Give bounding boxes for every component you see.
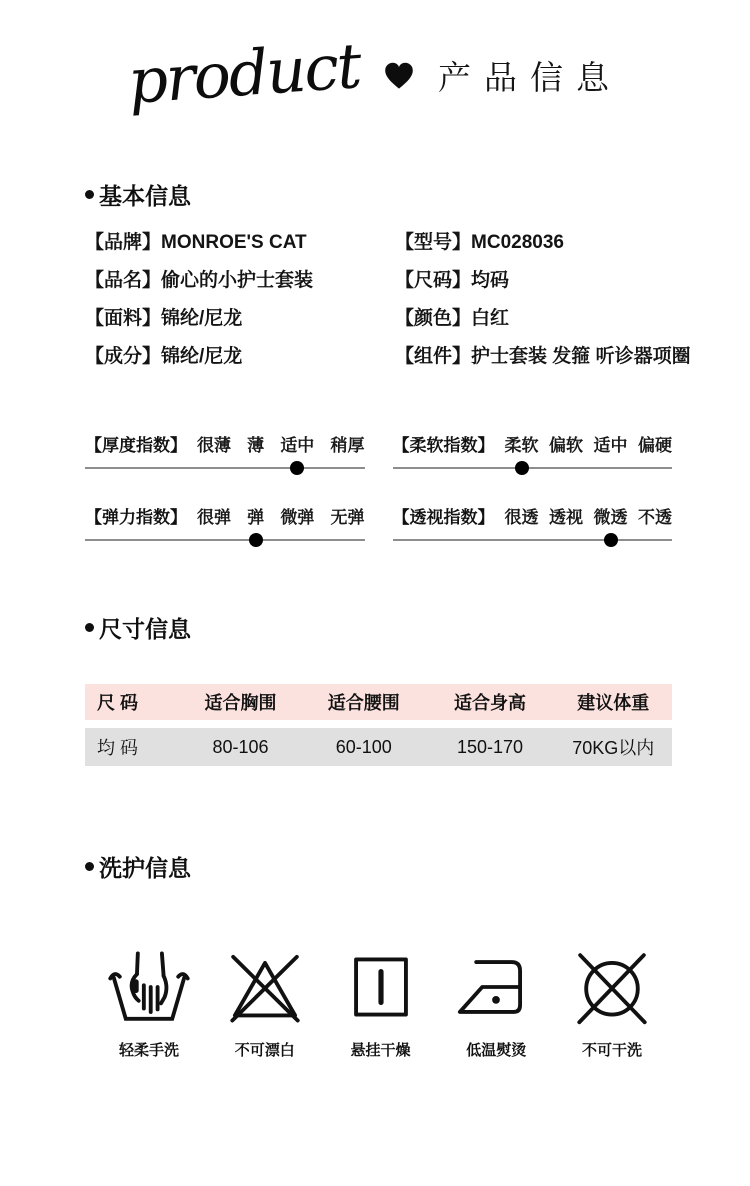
slider-label: 【弹力指数】 — [85, 508, 187, 527]
section-title-text: 洗护信息 — [99, 855, 191, 881]
slider-option: 很透 — [504, 508, 539, 527]
info-value: 锦纶/尼龙 — [161, 308, 243, 329]
size-table — [85, 684, 672, 766]
info-item-fabric — [85, 307, 395, 331]
size-table-cell: 70KG以内 — [572, 738, 655, 758]
size-table-cell: 150-170 — [456, 736, 524, 757]
slider-option: 微弹 — [280, 508, 315, 527]
section-title-basic-info — [85, 178, 672, 211]
info-item-color — [395, 307, 691, 331]
heart-icon — [384, 62, 414, 90]
info-value: 白红 — [471, 308, 510, 329]
slider-option: 适中 — [593, 436, 628, 455]
no-bleach-icon — [222, 947, 308, 1027]
care-label: 低温熨烫 — [466, 1042, 527, 1059]
info-label: 【成分】 — [85, 346, 162, 367]
section-title-text: 基本信息 — [99, 183, 191, 209]
info-item-brand — [85, 231, 395, 255]
info-value: 均码 — [471, 270, 510, 291]
info-label: 【型号】 — [395, 232, 472, 253]
slider-track — [85, 539, 365, 541]
section-title-care-info — [85, 850, 672, 883]
no-dry-clean-icon — [569, 947, 655, 1027]
info-item-components — [395, 345, 691, 369]
slider-option: 弹 — [247, 508, 265, 527]
care-item-hand-wash — [97, 947, 201, 1060]
product-script-text: product — [125, 29, 363, 119]
care-label: 悬挂干燥 — [350, 1042, 411, 1059]
section-title-text: 尺寸信息 — [99, 616, 191, 642]
info-label: 【品名】 — [85, 270, 162, 291]
slider-option: 很弹 — [197, 508, 231, 527]
slider-dot-icon — [515, 461, 529, 475]
hang-dry-icon — [338, 947, 424, 1027]
slider-transparency — [393, 503, 673, 541]
info-value: 护士套装 发箍 听诊器项圈 — [471, 346, 691, 367]
size-table-cell: 60-100 — [335, 736, 392, 757]
section-bullet-icon — [85, 190, 94, 199]
size-table-cell: 80-106 — [212, 736, 269, 757]
care-label: 不可干洗 — [581, 1042, 642, 1059]
info-value: 偷心的小护士套装 — [161, 270, 314, 291]
slider-track — [393, 467, 673, 469]
size-table-header-cell: 建议体重 — [577, 693, 650, 713]
slider-track — [85, 467, 365, 469]
slider-track — [393, 539, 673, 541]
info-label: 【组件】 — [395, 346, 472, 367]
slider-options — [505, 503, 673, 528]
info-value: MC028036 — [471, 232, 564, 253]
size-table-header-cell: 适合胸围 — [204, 693, 277, 713]
slider-options — [197, 431, 365, 456]
info-label: 【面料】 — [85, 308, 162, 329]
page-header — [0, 0, 750, 118]
slider-options — [197, 503, 365, 528]
slider-label: 【柔软指数】 — [392, 436, 495, 455]
info-item-composition — [85, 345, 395, 369]
size-table-header-cell: 尺 码 — [97, 693, 139, 713]
info-label: 【颜色】 — [395, 308, 472, 329]
slider-elasticity — [85, 503, 365, 541]
info-item-model — [395, 231, 691, 255]
slider-option: 不透 — [638, 508, 672, 527]
slider-option: 透视 — [549, 508, 583, 527]
slider-dot-icon — [604, 533, 618, 547]
slider-option: 微透 — [593, 508, 628, 527]
section-bullet-icon — [85, 862, 94, 871]
slider-option: 很薄 — [197, 436, 231, 455]
care-label: 不可漂白 — [234, 1042, 295, 1059]
size-table-cell: 均 码 — [97, 738, 139, 758]
care-item-no-bleach — [213, 947, 317, 1060]
slider-options — [505, 431, 673, 456]
info-label: 【品牌】 — [85, 232, 162, 253]
low-temp-iron-icon — [453, 947, 539, 1027]
info-value: 锦纶/尼龙 — [161, 346, 243, 367]
size-table-header-row — [85, 684, 672, 720]
slider-option: 偏软 — [549, 436, 583, 455]
index-sliders — [85, 431, 672, 541]
slider-label: 【厚度指数】 — [85, 436, 187, 455]
hand-wash-icon — [106, 947, 192, 1027]
slider-label: 【透视指数】 — [392, 508, 495, 527]
slider-dot-icon — [290, 461, 304, 475]
info-item-name — [85, 269, 395, 293]
size-table-row — [85, 728, 672, 766]
page-title: 产品信息 — [437, 58, 622, 96]
care-icons-row — [85, 947, 672, 1060]
slider-thickness — [85, 431, 365, 469]
info-label: 【尺码】 — [395, 270, 472, 291]
size-table-header-cell: 适合身高 — [454, 693, 526, 713]
section-title-size-info — [85, 611, 672, 644]
slider-option: 薄 — [247, 436, 265, 455]
info-value: MONROE'S CAT — [161, 232, 307, 253]
slider-option: 偏硬 — [638, 436, 672, 455]
slider-option: 适中 — [280, 436, 315, 455]
section-bullet-icon — [85, 623, 94, 632]
care-label: 轻柔手洗 — [118, 1042, 179, 1059]
slider-option: 稍厚 — [330, 436, 365, 455]
content — [0, 178, 750, 1060]
slider-option: 柔软 — [504, 436, 539, 455]
size-table-header-cell: 适合腰围 — [327, 693, 400, 713]
slider-softness — [393, 431, 673, 469]
slider-option: 无弹 — [330, 508, 365, 527]
care-item-low-temp-iron — [444, 947, 548, 1060]
basic-info-grid — [85, 231, 691, 369]
care-item-no-dry-clean — [560, 947, 664, 1060]
slider-dot-icon — [249, 533, 263, 547]
care-item-hang-dry — [329, 947, 433, 1060]
info-item-size — [395, 269, 691, 293]
